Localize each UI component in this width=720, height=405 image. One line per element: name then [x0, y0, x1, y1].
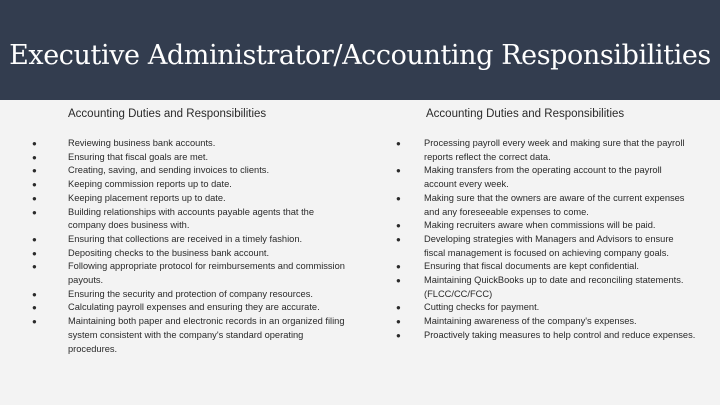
bullet-item: [32, 315, 352, 356]
bullet-icon: ●: [396, 303, 401, 313]
bullet-icon: ●: [396, 317, 401, 327]
bullet-text: Ensuring that fiscal documents are kept confidential.: [424, 261, 639, 272]
bullet-icon: ●: [396, 139, 401, 148]
bullet-icon: ●: [396, 234, 401, 244]
right-bullet-list: [396, 137, 696, 343]
bullet-icon: ●: [396, 221, 401, 231]
bullet-item: [396, 192, 696, 219]
bullet-text: Making recruiters aware when commissions will be paid.: [424, 220, 656, 231]
bullet-item: [32, 151, 352, 165]
bullet-item: [32, 137, 352, 151]
bullet-icon: ●: [396, 330, 401, 340]
bullet-icon: ●: [396, 276, 401, 286]
bullet-text: Following appropriate protocol for reimbursements and commission payouts.: [68, 261, 345, 286]
bullet-icon: ●: [32, 248, 37, 258]
bullet-text: Ensuring the security and protection of company resources.: [68, 288, 313, 299]
bullet-text: Maintaining awareness of the company's expenses.: [424, 316, 637, 327]
bullet-text: Processing payroll every week and making sure that the payroll reports reflect the correct data.: [424, 138, 685, 162]
title-bar: [0, 0, 720, 100]
bullet-text: Cutting checks for payment.: [424, 302, 540, 313]
bullet-text: Depositing checks to the business bank account.: [68, 247, 270, 258]
bullet-icon: ●: [32, 317, 37, 327]
bullet-item: [396, 260, 696, 274]
left-column-heading: Accounting Duties and Responsibilities: [68, 108, 267, 120]
bullet-text: Maintaining both paper and electronic records in an organized filing system consistent with the company's standard operating procedures.: [68, 316, 345, 354]
bullet-icon: ●: [32, 139, 37, 148]
left-bullet-list: [32, 137, 352, 356]
bullet-text: Developing strategies with Managers and Advisors to ensure fiscal management is focused on achieving company goals.: [424, 233, 674, 258]
bullet-item: [32, 247, 352, 261]
bullet-text: Making transfers from the operating account to the payroll account every week.: [424, 165, 662, 190]
bullet-icon: ●: [396, 193, 401, 203]
bullet-icon: ●: [396, 262, 401, 272]
bullet-text: Ensuring that fiscal goals are met.: [68, 151, 209, 162]
bullet-item: [32, 288, 352, 302]
bullet-icon: ●: [32, 262, 37, 272]
right-column-heading: Accounting Duties and Responsibilities: [426, 108, 625, 120]
bullet-item: [32, 260, 352, 287]
bullet-text: Maintaining QuickBooks up to date and reconciling statements. (FLCC/CC/FCC): [424, 275, 684, 299]
bullet-item: [396, 301, 696, 315]
bullet-icon: ●: [396, 166, 401, 176]
bullet-text: Creating, saving, and sending invoices to clients.: [68, 165, 270, 176]
bullet-item: [396, 329, 696, 343]
bullet-item: [396, 233, 696, 260]
bullet-item: [32, 178, 352, 192]
left-column: [32, 108, 352, 356]
right-column: [396, 108, 696, 343]
bullet-icon: ●: [32, 303, 37, 313]
bullet-icon: ●: [32, 166, 37, 176]
bullet-item: [32, 233, 352, 247]
bullet-icon: ●: [32, 234, 37, 244]
bullet-item: [32, 192, 352, 206]
bullet-text: Keeping commission reports up to date.: [68, 179, 232, 190]
slide-title: Executive Administrator/Accounting Responsibilities: [9, 40, 711, 71]
bullet-item: [32, 164, 352, 178]
bullet-text: Keeping placement reports up to date.: [68, 192, 226, 203]
bullet-item: [396, 137, 696, 164]
bullet-item: [396, 274, 696, 301]
bullet-item: [32, 301, 352, 315]
bullet-text: Calculating payroll expenses and ensuring they are accurate.: [68, 302, 320, 313]
bullet-text: Ensuring that collections are received in a timely fashion.: [68, 233, 303, 244]
bullet-icon: ●: [32, 180, 37, 190]
bullet-icon: ●: [32, 152, 37, 162]
bullet-item: [396, 164, 696, 191]
bullet-icon: ●: [32, 207, 37, 217]
bullet-text: Building relationships with accounts payable agents that the company does business with.: [68, 206, 315, 231]
bullet-item: [32, 206, 352, 233]
bullet-icon: ●: [32, 193, 37, 203]
bullet-item: [396, 219, 696, 233]
bullet-item: [396, 315, 696, 329]
bullet-text: Reviewing business bank accounts.: [68, 138, 216, 148]
bullet-icon: ●: [32, 289, 37, 299]
bullet-text: Proactively taking measures to help control and reduce expenses.: [424, 329, 696, 340]
bullet-text: Making sure that the owners are aware of the current expenses and any foreseeable expenses to come.: [424, 192, 685, 217]
